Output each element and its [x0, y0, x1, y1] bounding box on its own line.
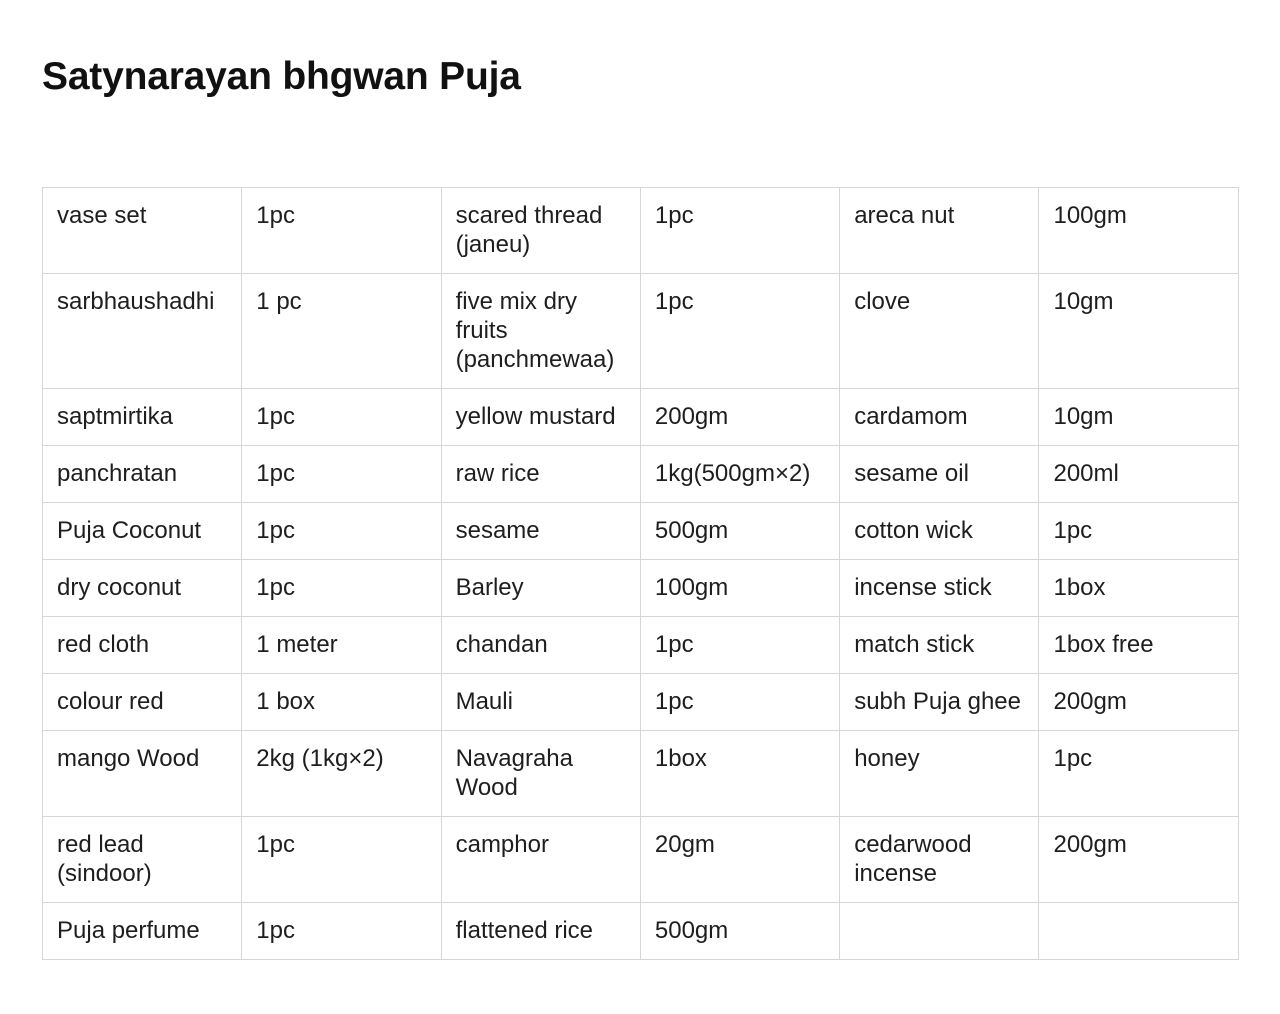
item-name: chandan — [441, 617, 640, 674]
item-quantity: 1pc — [242, 560, 441, 617]
item-quantity: 1pc — [242, 446, 441, 503]
item-name: incense stick — [840, 560, 1039, 617]
item-quantity: 1 meter — [242, 617, 441, 674]
item-quantity: 1pc — [640, 674, 839, 731]
item-name: cardamom — [840, 389, 1039, 446]
item-quantity: 10gm — [1039, 274, 1238, 389]
table-row — [43, 560, 1239, 617]
table-row — [43, 731, 1239, 817]
item-quantity: 20gm — [640, 817, 839, 903]
item-name: scared thread (janeu) — [441, 188, 640, 274]
item-name: red cloth — [43, 617, 242, 674]
item-name: yellow mustard — [441, 389, 640, 446]
item-quantity: 1pc — [242, 903, 441, 960]
item-name: raw rice — [441, 446, 640, 503]
item-name: vase set — [43, 188, 242, 274]
item-name: Barley — [441, 560, 640, 617]
item-name: Mauli — [441, 674, 640, 731]
table-row — [43, 817, 1239, 903]
item-name: flattened rice — [441, 903, 640, 960]
item-name: sesame oil — [840, 446, 1039, 503]
item-name: Navagraha Wood — [441, 731, 640, 817]
item-quantity: 1box free — [1039, 617, 1238, 674]
item-quantity: 100gm — [640, 560, 839, 617]
table-row — [43, 446, 1239, 503]
table-row — [43, 389, 1239, 446]
item-quantity: 1pc — [640, 617, 839, 674]
item-name: sesame — [441, 503, 640, 560]
item-name: cedarwood incense — [840, 817, 1039, 903]
item-quantity: 2kg (1kg×2) — [242, 731, 441, 817]
item-quantity: 200ml — [1039, 446, 1238, 503]
item-name: mango Wood — [43, 731, 242, 817]
item-name: cotton wick — [840, 503, 1039, 560]
item-name: subh Puja ghee — [840, 674, 1039, 731]
item-name: match stick — [840, 617, 1039, 674]
item-quantity: 1pc — [242, 389, 441, 446]
table-row — [43, 674, 1239, 731]
item-quantity: 1pc — [242, 188, 441, 274]
item-quantity: 1pc — [1039, 503, 1238, 560]
empty-cell — [840, 903, 1039, 960]
item-quantity: 1box — [1039, 560, 1238, 617]
item-quantity: 1pc — [242, 503, 441, 560]
item-quantity: 200gm — [1039, 817, 1238, 903]
item-quantity: 200gm — [640, 389, 839, 446]
table-row — [43, 274, 1239, 389]
item-quantity: 1 pc — [242, 274, 441, 389]
item-name: panchratan — [43, 446, 242, 503]
item-quantity: 1pc — [640, 274, 839, 389]
item-name: honey — [840, 731, 1039, 817]
item-quantity: 1 box — [242, 674, 441, 731]
item-quantity: 1box — [640, 731, 839, 817]
item-name: areca nut — [840, 188, 1039, 274]
item-name: red lead (sindoor) — [43, 817, 242, 903]
item-quantity: 10gm — [1039, 389, 1238, 446]
item-quantity: 200gm — [1039, 674, 1238, 731]
item-quantity: 500gm — [640, 503, 839, 560]
table-row — [43, 617, 1239, 674]
item-name: colour red — [43, 674, 242, 731]
table-row — [43, 903, 1239, 960]
item-quantity: 500gm — [640, 903, 839, 960]
item-name: camphor — [441, 817, 640, 903]
table-row — [43, 503, 1239, 560]
item-quantity: 100gm — [1039, 188, 1238, 274]
item-quantity: 1kg(500gm×2) — [640, 446, 839, 503]
item-name: Puja Coconut — [43, 503, 242, 560]
item-name: Puja perfume — [43, 903, 242, 960]
item-quantity: 1pc — [640, 188, 839, 274]
table-row — [43, 188, 1239, 274]
item-name: saptmirtika — [43, 389, 242, 446]
item-quantity: 1pc — [242, 817, 441, 903]
item-name: clove — [840, 274, 1039, 389]
empty-cell — [1039, 903, 1238, 960]
puja-items-table — [42, 187, 1239, 960]
item-name: sarbhaushadhi — [43, 274, 242, 389]
item-name: five mix dry fruits (panchmewaa) — [441, 274, 640, 389]
page-title: Satynarayan bhgwan Puja — [42, 55, 521, 98]
item-name: dry coconut — [43, 560, 242, 617]
item-quantity: 1pc — [1039, 731, 1238, 817]
